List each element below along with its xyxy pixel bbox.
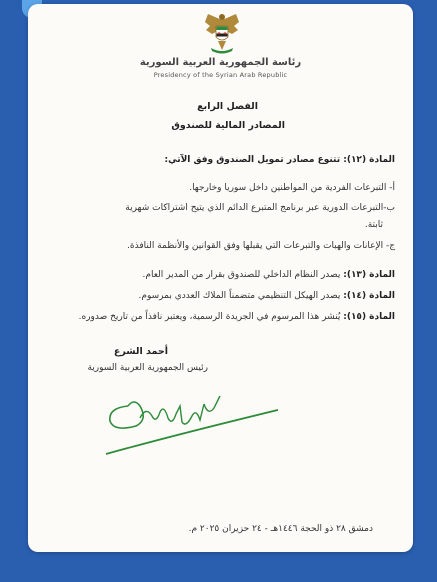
syrian-eagle-emblem-icon <box>202 10 242 56</box>
handwritten-signature-icon <box>88 376 278 466</box>
decree-page <box>28 4 413 552</box>
presidency-title-english: Presidency of the Syrian Arab Republic <box>153 71 288 79</box>
article-15-text: يُنشر هذا المرسوم في الجريدة الرسمية، ويعتبر نافذاً من تاريخ صدوره. <box>78 312 341 322</box>
article-12-item-b: ب-التبرعات الدورية عبر برنامج المتبرع الدائم الذي يتيح اشتراكات شهرية <box>125 203 395 213</box>
article-12-item-a: أ- التبرعات الفردية من المواطنين داخل سوريا وخارجها. <box>189 183 395 193</box>
chapter-title: الفصل الرابع <box>197 101 258 112</box>
article-12-item-c: ج- الإعانات والهبات والتبرعات التي يقبلها وفق القوانين والأنظمة النافذة. <box>127 241 395 251</box>
article-15-label: المادة (١٥): <box>343 312 395 322</box>
chapter-subtitle: المصادر المالية للصندوق <box>171 120 285 131</box>
article-14-label: المادة (١٤): <box>343 291 395 301</box>
article-13-text: يصدر النظام الداخلي للصندوق بقرار من المدير العام. <box>142 270 341 280</box>
signatory-name: أحمد الشرع <box>113 346 168 357</box>
date-line: دمشق ٢٨ ذو الحجة ١٤٤٦هـ - ٢٤ حزيران ٢٠٢٥ م. <box>188 524 373 534</box>
article-13 <box>45 268 395 282</box>
article-14 <box>45 289 395 303</box>
article-12-heading: المادة (١٢): تتنوع مصادر تمويل الصندوق وفق الآتي: <box>164 155 395 165</box>
presidency-title-arabic: رئاسة الجمهورية العربية السورية <box>139 57 302 68</box>
article-13-label: المادة (١٣): <box>343 270 395 280</box>
article-14-text: يصدر الهيكل التنظيمي متضمناً الملاك العددي بمرسوم. <box>138 291 341 301</box>
article-15 <box>45 310 395 324</box>
signatory-title: رئيس الجمهورية العربية السورية <box>87 363 208 373</box>
article-12-item-b-cont: ثابتة. <box>364 220 383 230</box>
